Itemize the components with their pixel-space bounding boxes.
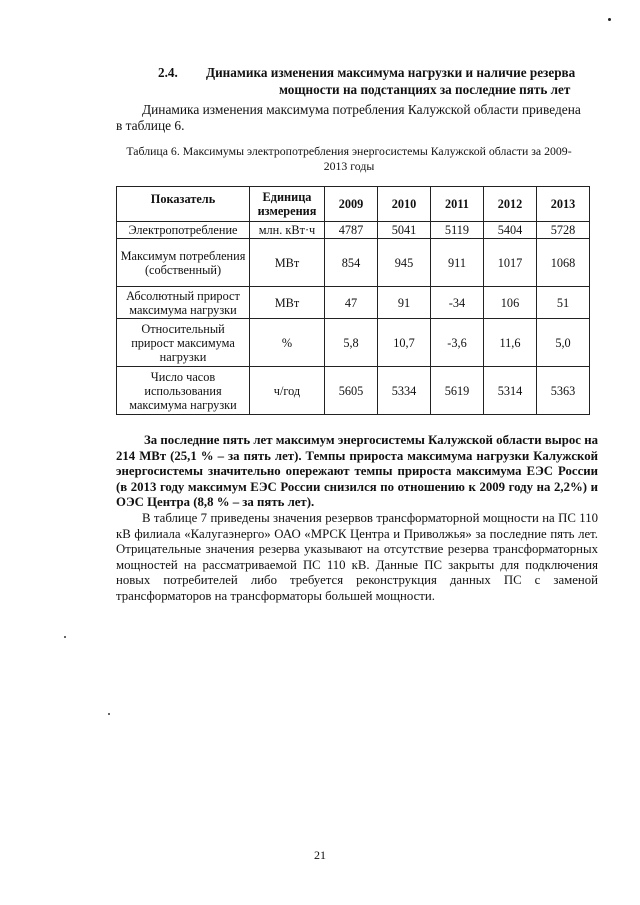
cell-value: 911: [431, 239, 484, 287]
page-number: 21: [314, 848, 326, 862]
cell-value: 5605: [325, 367, 378, 415]
cell-value: -3,6: [431, 319, 484, 367]
intro-line2: в таблице 6.: [116, 118, 185, 133]
header-2009: 2009: [325, 187, 378, 222]
cell-indicator: Абсолютный прирост максимума нагрузки: [117, 287, 250, 319]
section-number: 2.4.: [158, 65, 178, 80]
cell-unit: МВт: [250, 239, 325, 287]
table-row: [117, 319, 590, 367]
table-caption-line1: Таблица 6. Максимумы электропотребления энергосистемы Калужской области за 2009-: [126, 144, 572, 158]
table-caption-line2: 2013 годы: [323, 159, 375, 173]
cell-value: 51: [537, 287, 590, 319]
cell-indicator: Электропотребление: [117, 222, 250, 239]
header-indicator: Показатель: [117, 187, 250, 222]
section-title-line2: мощности на подстанциях за последние пять лет: [279, 82, 571, 97]
cell-value: 1068: [537, 239, 590, 287]
table-row: [117, 287, 590, 319]
cell-value: 10,7: [378, 319, 431, 367]
intro-paragraph: [116, 102, 600, 134]
cell-value: 106: [484, 287, 537, 319]
cell-value: 5728: [537, 222, 590, 239]
intro-line1: Динамика изменения максимума потребления Калужской области приведена: [142, 102, 581, 117]
cell-value: 47: [325, 287, 378, 319]
cell-value: 945: [378, 239, 431, 287]
section-title-line1: Динамика изменения максимума нагрузки и наличие резерва: [206, 65, 576, 80]
cell-value: 5,8: [325, 319, 378, 367]
scan-speck: [608, 18, 611, 21]
cell-indicator: Максимум потребления (собственный): [117, 239, 250, 287]
cell-unit: МВт: [250, 287, 325, 319]
cell-value: 854: [325, 239, 378, 287]
table-row: [117, 239, 590, 287]
cell-value: 5363: [537, 367, 590, 415]
cell-value: 5314: [484, 367, 537, 415]
cell-value: 5619: [431, 367, 484, 415]
header-2012: 2012: [484, 187, 537, 222]
table-row: [117, 222, 590, 239]
summary-paragraph: [116, 433, 598, 511]
header-2010: 2010: [378, 187, 431, 222]
cell-indicator: Число часов использования максимума нагрузки: [117, 367, 250, 415]
table-caption: [100, 144, 598, 174]
load-maximum-table: [116, 186, 590, 415]
cell-value: 11,6: [484, 319, 537, 367]
table7-paragraph: [116, 511, 598, 605]
table7-text: В таблице 7 приведены значения резервов трансформаторной мощности на ПС 110 кВ филиала «Калугаэнерго» ОАО «МРСК Центра и Приволжья» за последние пять лет. Отрицательные значения резерва указывают на отсутствие резерва трансформаторных мощностей на рассматриваемой ПС 110 кВ. Данные ПС закрыты для подключения новых потребителей либо требуется реконструкция данных ПС с заменой трансформаторов на трансформаторы большей мощности.: [116, 511, 598, 603]
cell-value: 5,0: [537, 319, 590, 367]
scan-speck: [64, 636, 66, 638]
header-2013: 2013: [537, 187, 590, 222]
cell-unit: ч/год: [250, 367, 325, 415]
header-2011: 2011: [431, 187, 484, 222]
cell-value: 5119: [431, 222, 484, 239]
header-unit: Единица измерения: [250, 187, 325, 222]
table-row: [117, 367, 590, 415]
cell-unit: %: [250, 319, 325, 367]
cell-value: -34: [431, 287, 484, 319]
cell-value: 5041: [378, 222, 431, 239]
cell-value: 5334: [378, 367, 431, 415]
cell-value: 4787: [325, 222, 378, 239]
cell-value: 91: [378, 287, 431, 319]
cell-value: 1017: [484, 239, 537, 287]
table-header-row: [117, 187, 590, 222]
cell-value: 5404: [484, 222, 537, 239]
cell-indicator: Относительный прирост максимума нагрузки: [117, 319, 250, 367]
scan-speck: [108, 713, 110, 715]
cell-unit: млн. кВт·ч: [250, 222, 325, 239]
summary-text: За последние пять лет максимум энергосистемы Калужской области вырос на 214 МВт (25,1 % – за пять лет). Темпы прироста максимума нагрузки Калужской энергосистемы значительно опережают темпы прироста максимума ЕЭС России (в 2013 году максимум ЕЭС России снизился по отношению к 2009 году на 2,2%) и ОЭС Центра (8,8 % – за пять лет).: [116, 433, 598, 510]
